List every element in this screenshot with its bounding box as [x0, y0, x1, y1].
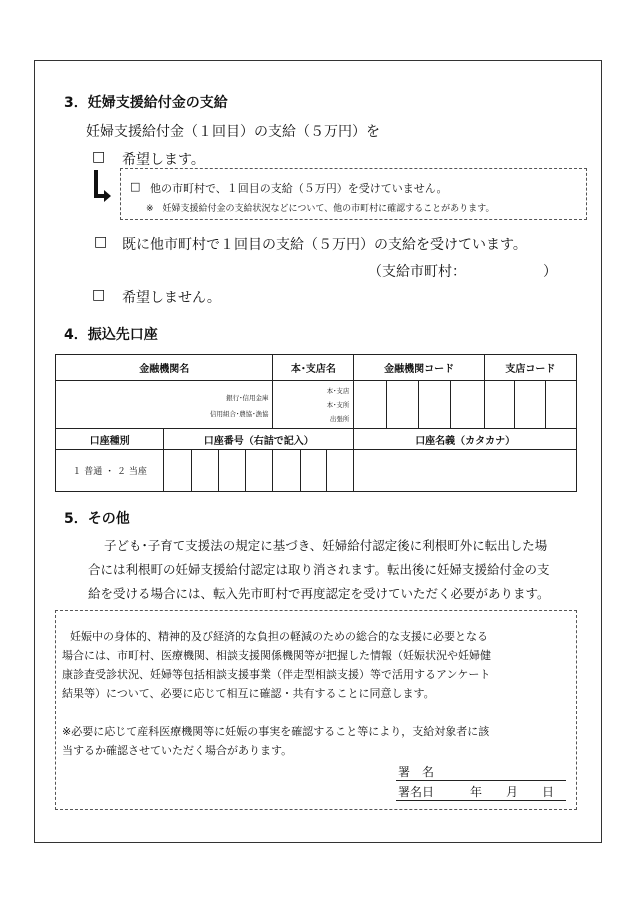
signature-date-line[interactable]	[396, 800, 566, 801]
account-no-digit-4[interactable]	[246, 450, 273, 492]
header-account-number: 口座番号（右詰で記入）	[164, 429, 354, 450]
bank-account-table	[55, 354, 577, 492]
bank-code-digit-1[interactable]	[354, 381, 386, 429]
arrow-down-right-icon	[90, 168, 112, 208]
bank-code-digit-2[interactable]	[386, 381, 418, 429]
account-no-digit-6[interactable]	[300, 450, 326, 492]
header-branch-name: 本･支店名	[273, 355, 354, 381]
section5-heading: 5．その他	[64, 511, 130, 527]
header-bank-code: 金融機関コード	[354, 355, 484, 381]
header-bank-name: 金融機関名	[56, 355, 273, 381]
signature-name-label: 署 名	[398, 765, 435, 779]
account-no-digit-5[interactable]	[273, 450, 300, 492]
city-field-label: （支給市町村： ）	[368, 264, 557, 280]
account-no-digit-2[interactable]	[191, 450, 218, 492]
checkbox-received[interactable]: □	[94, 234, 108, 250]
header-account-name: 口座名義（カタカナ）	[354, 429, 577, 450]
checkbox-not-received[interactable]: □	[130, 180, 141, 193]
consent-line1: 妊娠中の身体的、精神的及び経済的な負担の軽減のための総合的な支援に必要となる	[70, 630, 488, 643]
branch-type-2: 本･支所	[326, 400, 350, 409]
branch-name-cell[interactable]	[273, 381, 354, 429]
section3-intro: 妊婦支援給付金（１回目）の支給（５万円）を	[86, 124, 380, 140]
branch-type-1: 本･支店	[326, 386, 350, 395]
consent-line4: 結果等）について、必要に応じて相互に確認・共有することに同意します。	[62, 687, 435, 700]
section5-para-line1: 子ども･子育て支援法の規定に基づき、妊婦給付認定後に利根町外に転出した場	[104, 538, 548, 553]
account-no-digit-7[interactable]	[327, 450, 354, 492]
bank-name-cell[interactable]	[56, 381, 273, 429]
checkbox-no[interactable]: □	[92, 287, 106, 303]
section4-heading: 4．振込先口座	[64, 327, 158, 343]
section5-para-line2: 合には利根町の妊婦支援給付認定は取り消されます。転出後に妊婦支援給付金の支	[88, 562, 550, 577]
bank-code-digit-3[interactable]	[419, 381, 451, 429]
consent-line3: 康診査受診状況、妊婦等包括相談支援事業（伴走型相談支援）等で活用するアンケート	[62, 668, 491, 681]
branch-code-digit-1[interactable]	[484, 381, 514, 429]
option-wish-label: 希望します。	[122, 152, 205, 168]
account-no-digit-1[interactable]	[164, 450, 191, 492]
consent-line2: 場合には、市町村、医療機関、相談支援関係機関等が把握した情報（妊娠状況や妊婦健	[62, 649, 491, 662]
branch-type-3: 出張所	[329, 414, 350, 423]
branch-code-digit-2[interactable]	[515, 381, 545, 429]
sub-option-note: ※ 妊婦支援給付金の支給状況などについて、他の市町村に確認することがあります。	[146, 204, 495, 214]
signature-name-line[interactable]	[396, 780, 566, 781]
note-line1: ※必要に応じて産科医療機関等に妊娠の事実を確認すること等により，支給対象者に該	[62, 725, 490, 738]
header-account-type: 口座種別	[56, 429, 164, 450]
bank-type-2: 信用組合･農協･漁協	[209, 409, 269, 418]
checkbox-wish[interactable]: □	[92, 149, 106, 165]
branch-code-digit-3[interactable]	[545, 381, 576, 429]
section3-heading: 3．妊婦支援給付金の支給	[64, 95, 228, 111]
account-no-digit-3[interactable]	[218, 450, 245, 492]
bank-type-1: 銀行･信用金庫	[226, 393, 269, 402]
signature-date-label: 署名日 年 月 日	[398, 785, 555, 799]
account-name-cell[interactable]	[354, 450, 577, 492]
note-line2: 当するか確認させていただく場合があります。	[62, 744, 293, 757]
bank-code-digit-4[interactable]	[451, 381, 484, 429]
header-branch-code: 支店コード	[484, 355, 576, 381]
sub-option-label: 他の市町村で、１回目の支給（５万円）を受けていません。	[150, 182, 448, 195]
option-no-label: 希望しません。	[122, 290, 221, 306]
section5-para-line3: 給を受ける場合には、転入先市町村で再度認定を受けていただく必要があります。	[88, 586, 550, 601]
option-received-label: 既に他市町村で１回目の支給（５万円）の支給を受けています。	[122, 237, 527, 253]
account-type-cell[interactable]: １ 普通 ・ ２ 当座	[56, 450, 164, 492]
